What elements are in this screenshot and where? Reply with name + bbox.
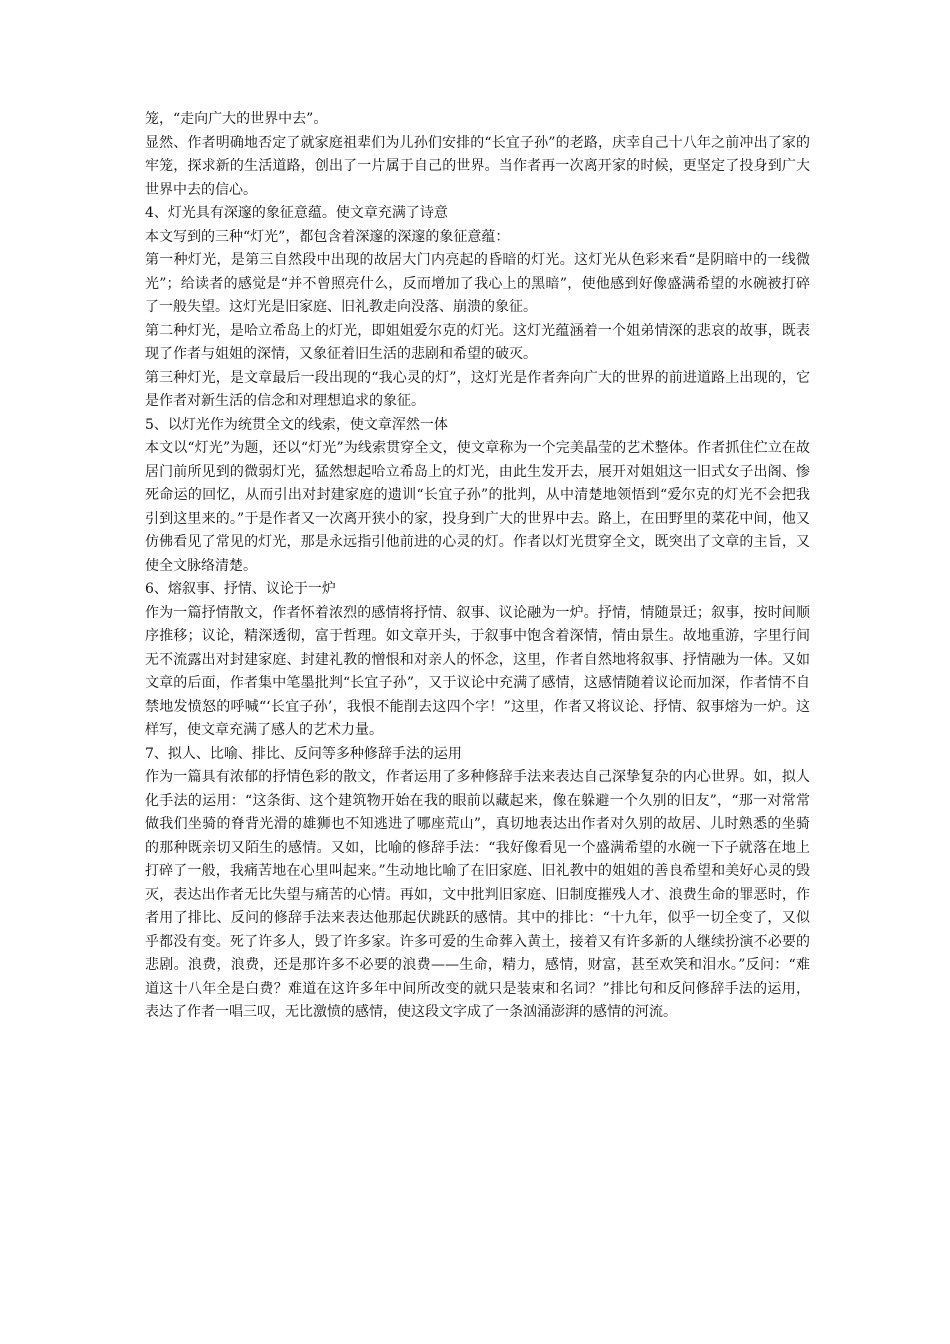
- paragraph-three-lights-intro: 本文写到的三种“灯光”，都包含着深邃的深邃的象征意蕴：: [145, 228, 510, 245]
- paragraph-continuation: 笼，“走向广大的世界中去”。: [145, 111, 328, 127]
- document-body: [145, 108, 810, 1025]
- section-heading-6: 6、熔叙事、抒情、议论于一炉: [145, 581, 336, 597]
- paragraph-first-light: 第一种灯光，是第三自然段中出现的故居大门内亮起的昏暗的灯光。这灯光从色彩来看“是阴暗中的一线微光”；给读者的感觉是“并不曾照亮什么，反而增加了我心上的黑暗”，使他感到好像盛满希望的水碗被打碎了一般失望。这灯光是旧家庭、旧礼教走向没落、崩溃的象征。: [145, 252, 810, 315]
- paragraph-light-as-thread: 本文以“灯光”为题，还以“灯光”为线索贯穿全文，使文章称为一个完美晶莹的艺术整体。作者抓住伫立在故居门前所见到的微弱灯光，猛然想起哈立希岛上的灯光，由此生发开去，展开对姐姐这一旧式女子出阁、惨死命运的回忆，从而引出对封建家庭的遗训“长宜子孙”的批判，从中清楚地领悟到“爱尔克的灯光不会把我引到这里来的。”于是作者又一次离开狭小的家，投身到广大的世界中去。路上，在田野里的菜花中间，他又仿佛看见了常见的灯光，那是永远指引他前进的心灵的灯。作者以灯光贯穿全文，既突出了文章的主旨，又使全文脉络清楚。: [145, 440, 810, 574]
- paragraph-conclusion: 显然、作者明确地否定了就家庭祖辈们为儿孙们安排的“长宜子孙”的老路，庆幸自己十八年之前冲出了家的牢笼，探求新的生活道路，创出了一片属于自己的世界。当作者再一次离开家的时候，更坚定了投身到广大世界中去的信心。: [145, 134, 810, 198]
- section-heading-5: 5、以灯光作为统贯全文的线索，使文章浑然一体: [145, 416, 448, 433]
- paragraph-rhetorical-devices: 作为一篇具有浓郁的抒情色彩的散文，作者运用了多种修辞手法来表达自己深挚复杂的内心世界。如，拟人化手法的运用：“这条街、这个建筑物开始在我的眼前以藏起来，像在躲避一个久别的旧友”，“那一对常常做我们坐骑的脊背光滑的雄狮也不知逃进了哪座荒山”，真切地表达出作者对久别的故居、儿时熟悉的坐骑的那种既亲切又陌生的感情。又如，比喻的修辞手法：“我好像看见一个盛满希望的水碗一下子就落在地上打碎了一般，我痛苦地在心里叫起来。”生动地比喻了在旧家庭、旧礼教中的姐姐的善良希望和美好心灵的毁灭，表达出作者无比失望与痛苦的心情。再如，文中批判旧家庭、旧制度摧残人才、浪费生命的罪恶时，作者用了排比、反问的修辞手法来表达他那起伏跳跃的感情。其中的排比：“十九年，似乎一切全变了，又似乎都没有变。死了许多人，毁了许多家。许多可爱的生命葬入黄土，接着又有许多新的人继续扮演不必要的悲剧。浪费，浪费，还是那许多不必要的浪费——生命，精力，感情，财富，甚至欢笑和泪水。”反问：“难道这十八年全是白费？难道在这许多年中间所改变的就只是装束和名词？”排比句和反问修辞手法的运用，表达了作者一唱三叹，无比激愤的感情，使这段文字成了一条汹涌澎湃的感情的河流。: [145, 769, 810, 1020]
- paragraph-narration-lyric-argument: 作为一篇抒情散文，作者怀着浓烈的感情将抒情、叙事、议论融为一炉。抒情，情随景迁；叙事，按时间顺序推移；议论，精深透彻，富于哲理。如文章开头，于叙事中饱含着深情，情由景生。故地重游，字里行间无不流露出对封建家庭、封建礼教的憎恨和对亲人的怀念，这里，作者自然地将叙事、抒情融为一体。又如文章的后面，作者集中笔墨批判“长宜子孙”，又于议论中充满了感情，这感情随着议论而加深，作者情不自禁地发愤怒的呼喊“‘长宜子孙’，我恨不能削去这四个字！”这里，作者又将议论、抒情、叙事熔为一炉。这样写，使文章充满了感人的艺术力量。: [145, 604, 810, 738]
- paragraph-third-light: 第三种灯光，是文章最后一段出现的“我心灵的灯”，这灯光是作者奔向广大的世界的前进道路上出现的，它是作者对新生活的信念和对理想追求的象征。: [145, 369, 810, 409]
- paragraph-second-light: 第二种灯光，是哈立希岛上的灯光，即姐姐爱尔克的灯光。这灯光蕴涵着一个姐弟情深的悲哀的故事，既表现了作者与姐姐的深情，又象征着旧生活的悲剧和希望的破灭。: [145, 322, 810, 362]
- section-heading-7: 7、拟人、比喻、排比、反问等多种修辞手法的运用: [145, 745, 462, 762]
- section-heading-4: 4、灯光具有深邃的象征意蕴。使文章充满了诗意: [145, 205, 448, 221]
